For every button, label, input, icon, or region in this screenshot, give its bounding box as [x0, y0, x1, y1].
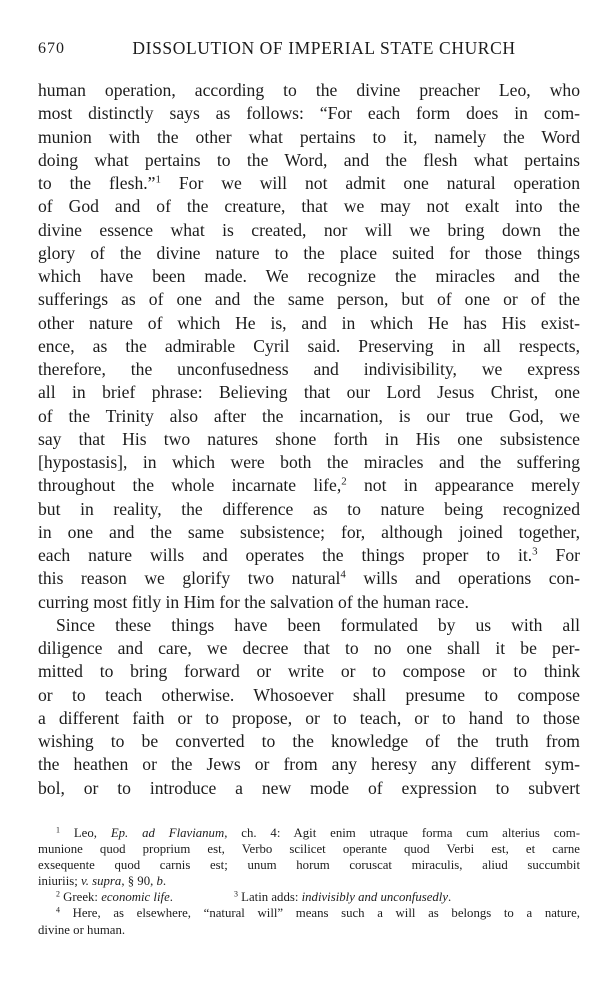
running-title: DISSOLUTION OF IMPERIAL STATE CHURCH [132, 38, 516, 58]
footnote-1: $^1$ Leo, Ep. ad Flavianum, ch. 4: Agit enim utraque forma cum alterius com- [56, 825, 580, 840]
text-line: most distinctly says as follows: “For each form does in com- [38, 103, 580, 124]
text-line: in one and the same subsistence; for, although joined together, [38, 521, 580, 542]
footnote-4: $^4$ Here, as elsewhere, “natural will” means such a will as belongs to a nature, [56, 905, 580, 921]
footnote-marker: 2 [56, 889, 60, 899]
text-line: ence, as the admirable Cyril said. Preserving in all respects, [38, 335, 580, 356]
text-line: munion with the other what pertains to it, namely the Word [38, 126, 580, 147]
footnote-ref[interactable]: 2 [341, 475, 347, 488]
text-line: each nature wills and operates the things proper to it.$^3$ For [38, 545, 580, 565]
footnote-line: exsequente quod carnis est; unum horum coruscat miraculis, aliud succumbit [38, 858, 580, 873]
text-line: human operation, according to the divine preacher Leo, who [38, 80, 580, 100]
text-line: of God and of the creature, that we may not exalt into the [38, 196, 580, 217]
footnote-ref[interactable]: 1 [155, 173, 161, 186]
text-line: therefore, the unconfusedness and indivisibility, we express [38, 359, 580, 379]
footnote-ref[interactable]: 3 [532, 545, 538, 558]
footnote-marker: 4 [56, 905, 60, 915]
text-line: say that His two natures shone forth in His one subsistence [38, 428, 580, 449]
page-header [38, 38, 578, 62]
footnote-row [38, 889, 580, 905]
footnote-marker: 3 [234, 889, 238, 899]
text-line: mitted to bring forward or write or to compose or to think [38, 661, 580, 682]
text-line: bol, or to introduce a new mode of expression to subvert [38, 777, 580, 798]
text-line: diligence and care, we decree that to no one shall it be per- [38, 638, 580, 658]
footnotes [38, 825, 580, 938]
text-line: [hypostasis], in which were both the miracles and the suffering [38, 452, 580, 472]
text-line: but in reality, the difference as to nature being recognized [38, 498, 580, 519]
text-line: Since these things have been formulated by us with all [56, 614, 580, 635]
text-line: to the flesh.”$^1$ For we will not admit one natural operation [38, 173, 580, 193]
text-line: throughout the whole incarnate life,$^2$ not in appearance merely [38, 475, 580, 496]
text-line: curring most fitly in Him for the salvation of the human race. [38, 591, 469, 612]
text-line: of the Trinity also after the incarnation, is our true God, we [38, 405, 580, 426]
footnote-2: $^2$ Greek: economic life. [56, 889, 173, 905]
text-line: or to teach otherwise. Whosoever shall presume to compose [38, 684, 580, 705]
text-line: divine essence what is created, nor will we bring down the [38, 219, 580, 240]
text-line: doing what pertains to the Word, and the flesh what pertains [38, 149, 580, 170]
text-line: a different faith or to propose, or to teach, or to hand to those [38, 707, 580, 728]
text-line: all in brief phrase: Believing that our Lord Jesus Christ, one [38, 382, 580, 403]
footnote-3: $^3$ Latin adds: indivisibly and unconfusedly. [234, 889, 452, 905]
text-line: wishing to be converted to the knowledge of the truth from [38, 731, 580, 751]
footnote-line: divine or human. [38, 922, 126, 937]
text-line: sufferings as of one and the same person, but of one or of the [38, 289, 580, 310]
footnote-line: iniuriis; v. supra, § 90, b. [38, 874, 167, 889]
text-line: other nature of which He is, and in which He has His exist- [38, 312, 580, 333]
text-line: glory of the divine nature to the place suited for those things [38, 242, 580, 263]
footnote-marker: 1 [56, 825, 60, 835]
text-line: the heathen or the Jews or from any heresy any different sym- [38, 754, 580, 775]
footnote-line: munione quod proprium est, Verbo scilicet operante quod Verbi est, et carne [38, 842, 580, 857]
main-text [38, 79, 580, 800]
text-line: which have been made. We recognize the miracles and the [38, 266, 580, 286]
page-number: 670 [38, 40, 65, 57]
footnote-ref[interactable]: 4 [340, 568, 346, 581]
text-line: this reason we glorify two natural$^4$ wills and operations con- [38, 568, 580, 589]
